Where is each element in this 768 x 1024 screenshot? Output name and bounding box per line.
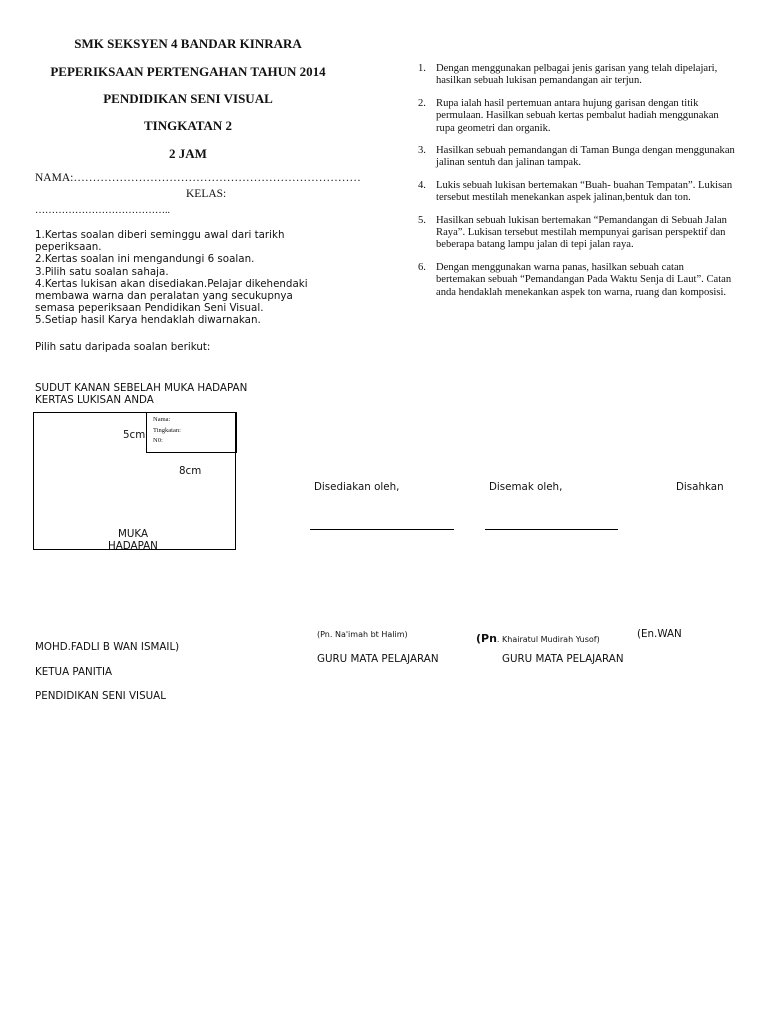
exam-rules [35, 229, 335, 327]
form-level: TINGKATAN 2 [144, 118, 232, 133]
signatory-2-role: GURU MATA PELAJARAN [502, 653, 624, 665]
class-field-label: KELAS: [186, 188, 227, 200]
approved-by-label: Disahkan [676, 481, 724, 493]
rule-item: 4.Kertas lukisan akan disediakan.Pelajar dikehendaki membawa warna dan peralatan yang secukupnya semasa peperiksaan Pendidikan Seni Visual. [35, 277, 308, 315]
class-field-dots: ………………………………….. [35, 205, 170, 216]
question-item: 2. Rupa ialah hasil pertemuan antara hujung garisan dengan titik permulaan. Hasilkan sebuah kertas pembalut hadiah menggunakan rupa geometri dan organik. [418, 97, 719, 134]
rule-item: 1.Kertas soalan diberi seminggu awal dari tarikh peperiksaan. [35, 229, 285, 254]
signatory-1-role: GURU MATA PELAJARAN [317, 653, 439, 665]
diagram-caption-line1: SUDUT KANAN SEBELAH MUKA HADAPAN [35, 382, 248, 394]
signature-line [310, 529, 454, 530]
label-no: N0: [153, 437, 163, 444]
dimension-5cm: 5cm [123, 429, 146, 441]
head-title: KETUA PANITIA [35, 666, 113, 678]
exam-duration: 2 JAM [169, 146, 207, 161]
head-name: MOHD.FADLI B WAN ISMAIL) [35, 641, 180, 653]
label-tingkatan: Tingkatan: [153, 427, 181, 434]
question-item: 3. Hasilkan sebuah pemandangan di Taman Bunga dengan menggunakan jalinan sentuh dan jalinan tampak. [418, 145, 735, 169]
name-field: NAMA:………………………………………………………………… [35, 172, 361, 184]
question-item: 5. Hasilkan sebuah lukisan bertemakan “Pemandangan di Sebuah Jalan Raya”. Lukisan tersebut mestilah mempunyai garisan perspektif dan beberapa batang lampu jalan di tepi jalan raya. [418, 214, 727, 251]
label-nama: Nama: [153, 416, 171, 423]
checked-by-label: Disemak oleh, [489, 481, 563, 493]
question-item: 4. Lukis sebuah lukisan bertemakan “Buah- buahan Tempatan”. Lukisan tersebut mestilah menekankan aspek jalinan,bentuk dan ton. [418, 179, 733, 204]
rule-item: 5.Setiap hasil Karya hendaklah diwarnakan. [35, 314, 261, 327]
rule-item: 3.Pilih satu soalan sahaja. [35, 265, 169, 278]
subject-title: PENDIDIKAN SENI VISUAL [103, 91, 273, 106]
diagram-caption-line2: KERTAS LUKISAN ANDA [35, 394, 154, 406]
question-item: 6. Dengan menggunakan warna panas, hasilkan sebuah catan bertemakan sebuah “Pemandangan Pada Waktu Senja di Laut”. Catan anda hendaklah menekankan aspek ton warna, ruang dan komposisi. [418, 261, 732, 298]
head-department: PENDIDIKAN SENI VISUAL [35, 690, 166, 702]
signatory-1-name: (Pn. Na'imah bt Halim) [317, 630, 408, 639]
question-item: 1. Dengan menggunakan pelbagai jenis garisan yang telah dipelajari, hasilkan sebuah lukisan pemandangan air terjun. [418, 63, 718, 87]
hadapan-label: HADAPAN [108, 540, 158, 552]
muka-label: MUKA [118, 528, 149, 540]
signatory-3-name: (En.WAN [637, 628, 682, 640]
rule-item: 2.Kertas soalan ini mengandungi 6 soalan. [35, 253, 255, 266]
instruction: Pilih satu daripada soalan berikut: [35, 341, 211, 353]
school-name: SMK SEKSYEN 4 BANDAR KINRARA [74, 36, 302, 51]
question-list [418, 63, 736, 309]
dimension-8cm: 8cm [179, 465, 202, 477]
signature-line [485, 529, 618, 530]
prepared-by-label: Disediakan oleh, [314, 481, 400, 493]
exam-title: PEPERIKSAAN PERTENGAHAN TAHUN 2014 [50, 64, 326, 79]
signatory-2-name: (Pn. Khairatul Mudirah Yusof) [476, 632, 600, 645]
